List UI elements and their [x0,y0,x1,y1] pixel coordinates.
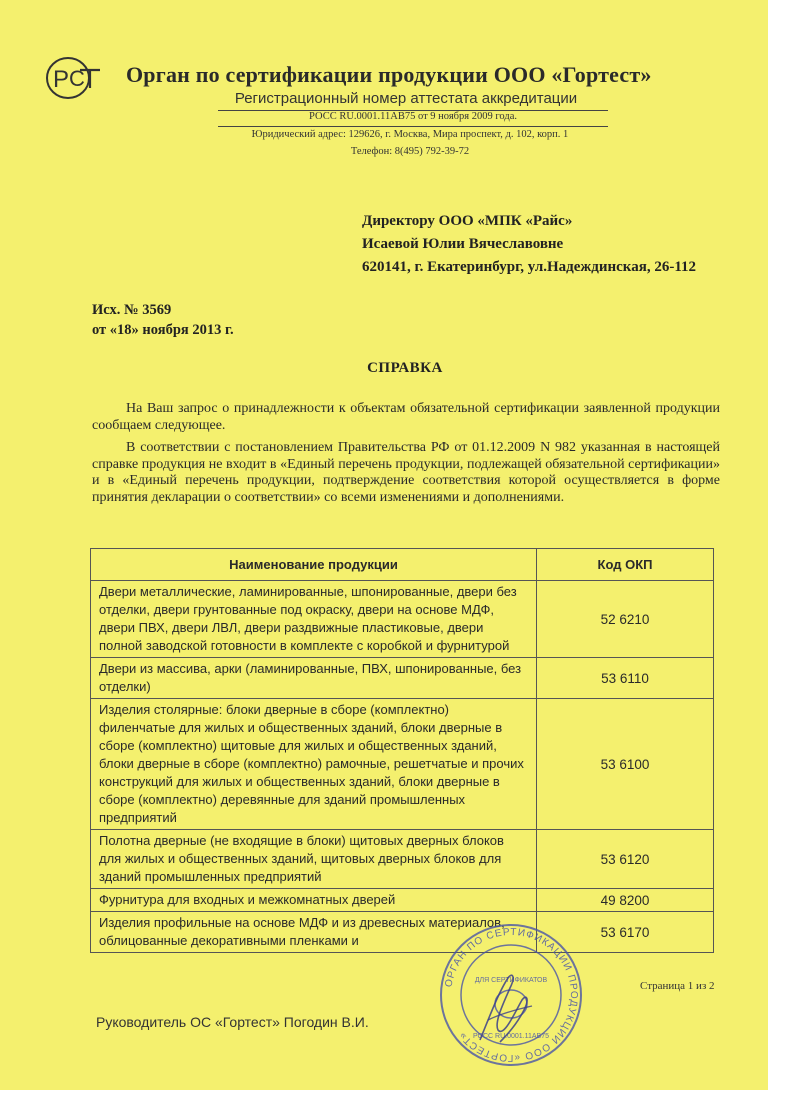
product-name: Изделия столярные: блоки дверные в сборе (комплектно) филенчатые для жилых и общественных зданий, блоки дверные в сборе (комплектно) щитовые для жилых и общественных зданий, блоки дверные в сборе (комплектно) рамочные, решетчатые и прочих конструкций для жилых и общественных зданий, блоки дверные в сборе (комплектно) деревянные для зданий промышленных предприятий [91,699,537,830]
outgoing-number: Исх. № 3569 [92,302,172,318]
signatory-line: Руководитель ОС «Гортест» Погодин В.И. [96,1014,369,1030]
phone-number: Телефон: 8(495) 792-39-72 [350,146,470,157]
product-name: Фурнитура для входных и межкомнатных дверей [91,889,537,912]
outgoing-date: от «18» ноября 2013 г. [92,322,234,338]
table-row [91,830,714,889]
product-name: Двери из массива, арки (ламинированные, ПВХ, шпонированные, без отделки) [91,658,537,699]
table-row [91,912,714,953]
column-header-product: Наименование продукции [91,549,537,581]
svg-text:Р: Р [53,66,70,93]
addressee-address: 620141, г. Екатеринбург, ул.Надеждинская, 26-112 [362,259,697,275]
okp-code: 53 6170 [537,912,714,953]
seal-outer-text: ОРГАН ПО СЕРТИФИКАЦИИ ПРОДУКЦИИ ООО «ГОРТЕСТ» [443,926,580,1064]
table-row [91,581,714,658]
product-name: Изделия профильные на основе МДФ и из древесных материалов, облицованные декоративными пленками и [91,912,537,953]
accreditation-number: РОСС RU.0001.11АВ75 от 9 ноября 2009 года. [309,111,517,122]
table-row [91,658,714,699]
addressee-block [362,210,742,279]
accreditation-label: Регистрационный номер аттестата аккредитации [234,90,578,107]
table-header-row [91,549,714,581]
page-number: Страница 1 из 2 [640,980,715,992]
addressee-position: Директору ООО «МПК «Райс» [362,213,573,229]
seal-number-text: РОСС RU.0001.11АВ75 [473,1033,549,1040]
regulation-paragraph: В соответствии с постановлением Правительства РФ от 01.12.2009 N 982 указанная в настоящей справке продукция не входит в «Единый перечень продукции, подлежащей обязательной сертификации» и в «Единый перечень продукции, подтверждение соответствия которой осуществляется в форме принятия декларации о соответствии» со всеми изменениями и дополнениями. [92,440,720,505]
handwritten-signature-icon [470,970,540,1050]
product-name: Полотна дверные (не входящие в блоки) щитовых дверных блоков для жилых и общественных зданий, щитовых дверных блоков для зданий промышленных предприятий [91,830,537,889]
document-title: СПРАВКА [367,360,443,376]
organization-title: Орган по сертификации продукции ООО «Гортест» [126,62,652,87]
okp-code: 52 6210 [537,581,714,658]
seal-inner-text: ДЛЯ СЕРТИФИКАТОВ [474,977,548,984]
svg-text:С: С [69,66,85,91]
table-row [91,889,714,912]
column-header-okp-code: Код ОКП [537,549,714,581]
okp-code: 53 6120 [537,830,714,889]
rst-certification-logo-icon [44,56,102,100]
product-name: Двери металлические, ламинированные, шпонированные, двери без отделки, двери грунтованные под окраску, двери на основе МДФ, двери ПВХ, двери ЛВЛ, двери раздвижные пластиковые, двери полной заводской готовности в комплекте с коробкой и фурнитурой [91,581,537,658]
intro-paragraph: На Ваш запрос о принадлежности к объектам обязательной сертификации заявленной продукции сообщаем следующее. [92,401,720,433]
header-divider-bottom [218,126,608,127]
table-row [91,699,714,830]
outgoing-reference [92,300,392,340]
product-table [90,548,714,953]
okp-code: 53 6110 [537,658,714,699]
legal-address: Юридический адрес: 129626, г. Москва, Мира проспект, д. 102, корп. 1 [251,129,569,140]
addressee-name: Исаевой Юлии Вячеславовне [362,236,564,252]
okp-code: 49 8200 [537,889,714,912]
okp-code: 53 6100 [537,699,714,830]
